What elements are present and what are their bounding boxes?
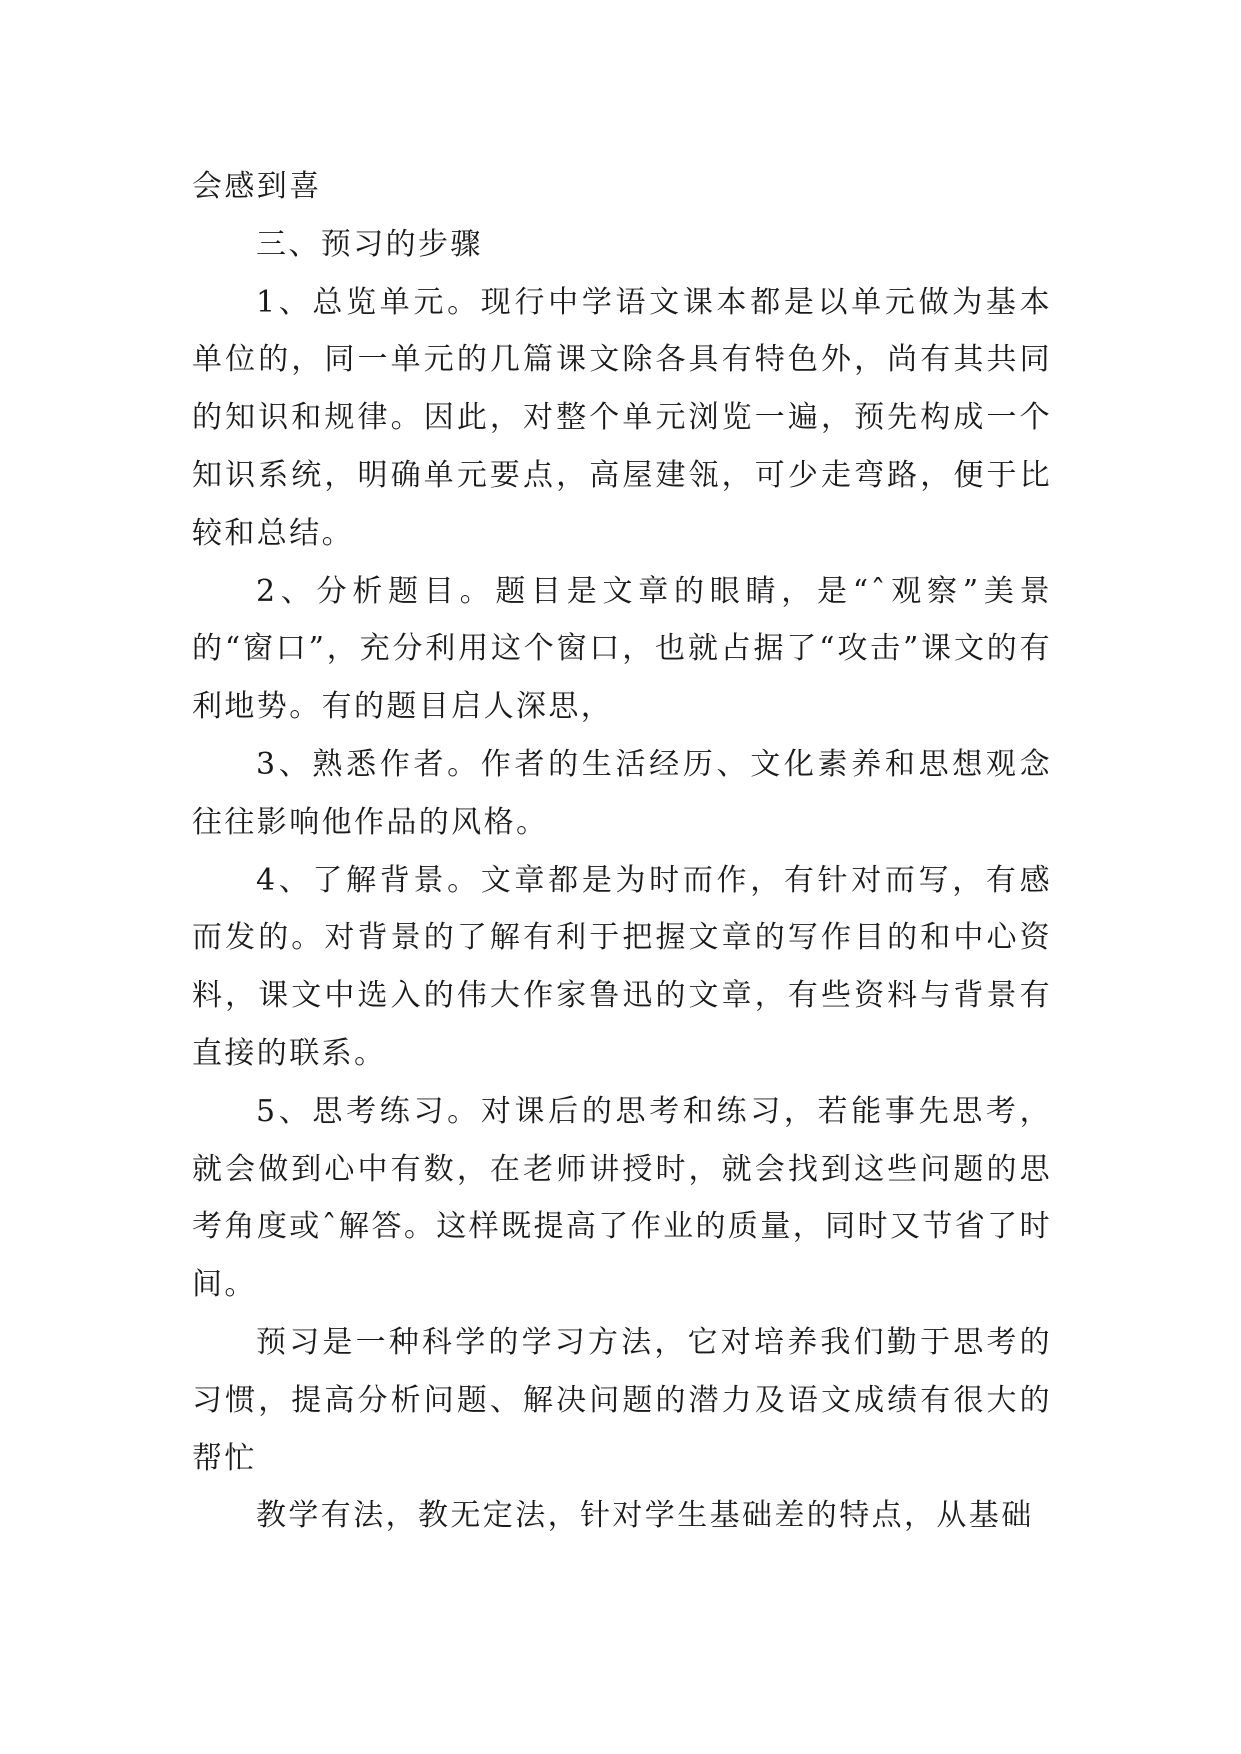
paragraph-teaching: 教学有法，教无定法，针对学生基础差的特点，从基础: [256, 1498, 1034, 1534]
document-body: [192, 158, 1052, 1545]
paragraph-step-5: 5、思考练习。对课后的思考和练习，若能事先思考，就会做到心中有数，在老师讲授时，就会找到这些问题的思考角度或ˆ解答。这样既提高了作业的质量，同时又节省了时间。: [192, 1093, 1052, 1303]
paragraph-step-3: 3、熟悉作者。作者的生活经历、文化素养和思想观念往往影响他作品的风格。: [192, 746, 1052, 840]
paragraph-step-2: 2、分析题目。题目是文章的眼睛，是“ˆ观察”美景的“窗口”，充分利用这个窗口，也就占据了“攻击”课文的有利地势。有的题目启人深思，: [192, 573, 1052, 725]
paragraph-fragment: 会感到喜: [192, 169, 322, 204]
paragraph-step-1: 1、总览单元。现行中学语文课本都是以单元做为基本单位的，同一单元的几篇课文除各具有特色外，尚有其共同的知识和规律。因此，对整个单元浏览一遍，预先构成一个知识系统，明确单元要点，高屋建瓴，可少走弯路，便于比较和总结。: [192, 284, 1052, 551]
paragraph-step-4: 4、了解背景。文章都是为时而作，有针对而写，有感而发的。对背景的了解有利于把握文章的写作目的和中心资料，课文中选入的伟大作家鲁迅的文章，有些资料与背景有直接的联系。: [192, 862, 1052, 1071]
section-heading: 三、预习的步骤: [256, 226, 483, 262]
paragraph-summary: 预习是一种科学的学习方法，它对培养我们勤于思考的习惯，提高分析问题、解决问题的潜力及语文成绩有很大的帮忙: [192, 1324, 1052, 1476]
